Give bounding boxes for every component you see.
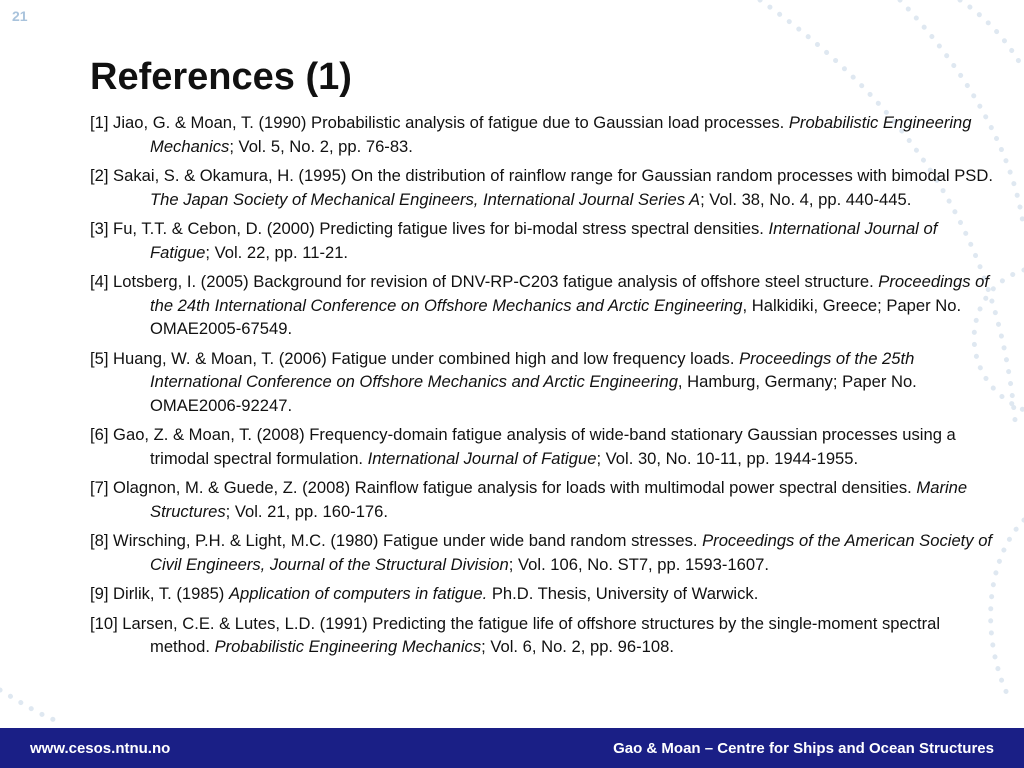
reference-item-4 bbox=[90, 270, 995, 341]
reference-item-10 bbox=[90, 612, 995, 659]
reference-text: [5] Huang, W. & Moan, T. (2006) Fatigue under combined high and low frequency loads. bbox=[90, 348, 740, 368]
reference-text: [6] Gao, Z. & Moan, T. (2008) Frequency-domain fatigue analysis of wide-band stationary Gaussian processes using a trimodal spectral formulation. bbox=[90, 425, 956, 468]
reference-details: Ph.D. Thesis, University of Warwick. bbox=[487, 584, 759, 603]
reference-details: ; Vol. 22, pp. 11-21. bbox=[205, 242, 349, 262]
reference-source: Proceedings of the 25th International Conference on Offshore Mechanics and Arctic Engineering bbox=[150, 348, 915, 391]
footer-website-link[interactable]: www.cesos.ntnu.no bbox=[30, 740, 171, 757]
reference-source: Proceedings of the 24th International Conference on Offshore Mechanics and Arctic Engineering bbox=[150, 272, 989, 315]
reference-source: International Journal of Fatigue bbox=[150, 219, 938, 262]
reference-text: [8] Wirsching, P.H. & Light, M.C. (1980) Fatigue under wide band random stresses. bbox=[90, 531, 703, 550]
reference-details: ; Vol. 5, No. 2, pp. 76-83. bbox=[229, 136, 413, 156]
reference-text: [3] Fu, T.T. & Cebon, D. (2000) Predicting fatigue lives for bi-modal stress spectral densities. bbox=[90, 219, 769, 238]
reference-text: [7] Olagnon, M. & Guede, Z. (2008) Rainflow fatigue analysis for loads with multimodal power spectral densities. bbox=[90, 478, 917, 497]
reference-item-7 bbox=[90, 476, 995, 523]
reference-details: ; Vol. 38, No. 4, pp. 440-445. bbox=[700, 189, 912, 209]
reference-text: [9] Dirlik, T. (1985) bbox=[90, 584, 229, 603]
reference-text: [1] Jiao, G. & Moan, T. (1990) Probabilistic analysis of fatigue due to Gaussian load processes. bbox=[90, 113, 789, 132]
reference-source: Marine Structures bbox=[150, 478, 968, 521]
slide-number: 21 bbox=[12, 8, 28, 24]
reference-source: Proceedings of the American Society of Civil Engineers, Journal of the Structural Division bbox=[150, 531, 993, 574]
reference-details: , Halkidiki, Greece; Paper No. OMAE2005-67549. bbox=[150, 295, 962, 338]
reference-details: ; Vol. 30, No. 10-11, pp. 1944-1955. bbox=[596, 448, 859, 468]
reference-item-6 bbox=[90, 423, 995, 470]
reference-details: , Hamburg, Germany; Paper No. OMAE2006-92247. bbox=[150, 372, 917, 415]
reference-source: Application of computers in fatigue. bbox=[228, 584, 488, 603]
reference-source: International Journal of Fatigue bbox=[367, 448, 597, 468]
reference-item-9 bbox=[90, 582, 995, 606]
references-list bbox=[90, 111, 995, 665]
reference-item-8 bbox=[90, 529, 995, 576]
reference-text: [4] Lotsberg, I. (2005) Background for revision of DNV-RP-C203 fatigue analysis of offshore steel structure. bbox=[90, 272, 879, 291]
decor-arc-right-lower bbox=[991, 520, 1024, 700]
reference-source: Probabilistic Engineering Mechanics bbox=[150, 113, 972, 156]
page-title: References (1) bbox=[90, 56, 352, 98]
reference-text: [2] Sakai, S. & Okamura, H. (1995) On the distribution of rainflow range for Gaussian random processes with bimodal PSD. bbox=[90, 166, 993, 185]
reference-details: ; Vol. 6, No. 2, pp. 96-108. bbox=[481, 637, 674, 656]
footer-credit: Gao & Moan – Centre for Ships and Ocean Structures bbox=[613, 740, 994, 757]
reference-source: Probabilistic Engineering Mechanics bbox=[214, 637, 482, 656]
reference-item-3 bbox=[90, 217, 995, 264]
reference-item-2 bbox=[90, 164, 995, 211]
footer-bar bbox=[0, 728, 1024, 768]
reference-text: [10] Larsen, C.E. & Lutes, L.D. (1991) Predicting the fatigue life of offshore structures by the single-moment spectral method. bbox=[90, 613, 941, 656]
reference-item-1 bbox=[90, 111, 995, 158]
reference-details: ; Vol. 106, No. ST7, pp. 1593-1607. bbox=[508, 554, 769, 574]
reference-item-5 bbox=[90, 347, 995, 418]
decor-arc-top-right bbox=[960, 0, 1024, 70]
reference-details: ; Vol. 21, pp. 160-176. bbox=[225, 501, 388, 521]
reference-source: The Japan Society of Mechanical Engineers, International Journal Series A bbox=[150, 189, 701, 209]
decor-arc-left-bottom bbox=[0, 690, 60, 722]
